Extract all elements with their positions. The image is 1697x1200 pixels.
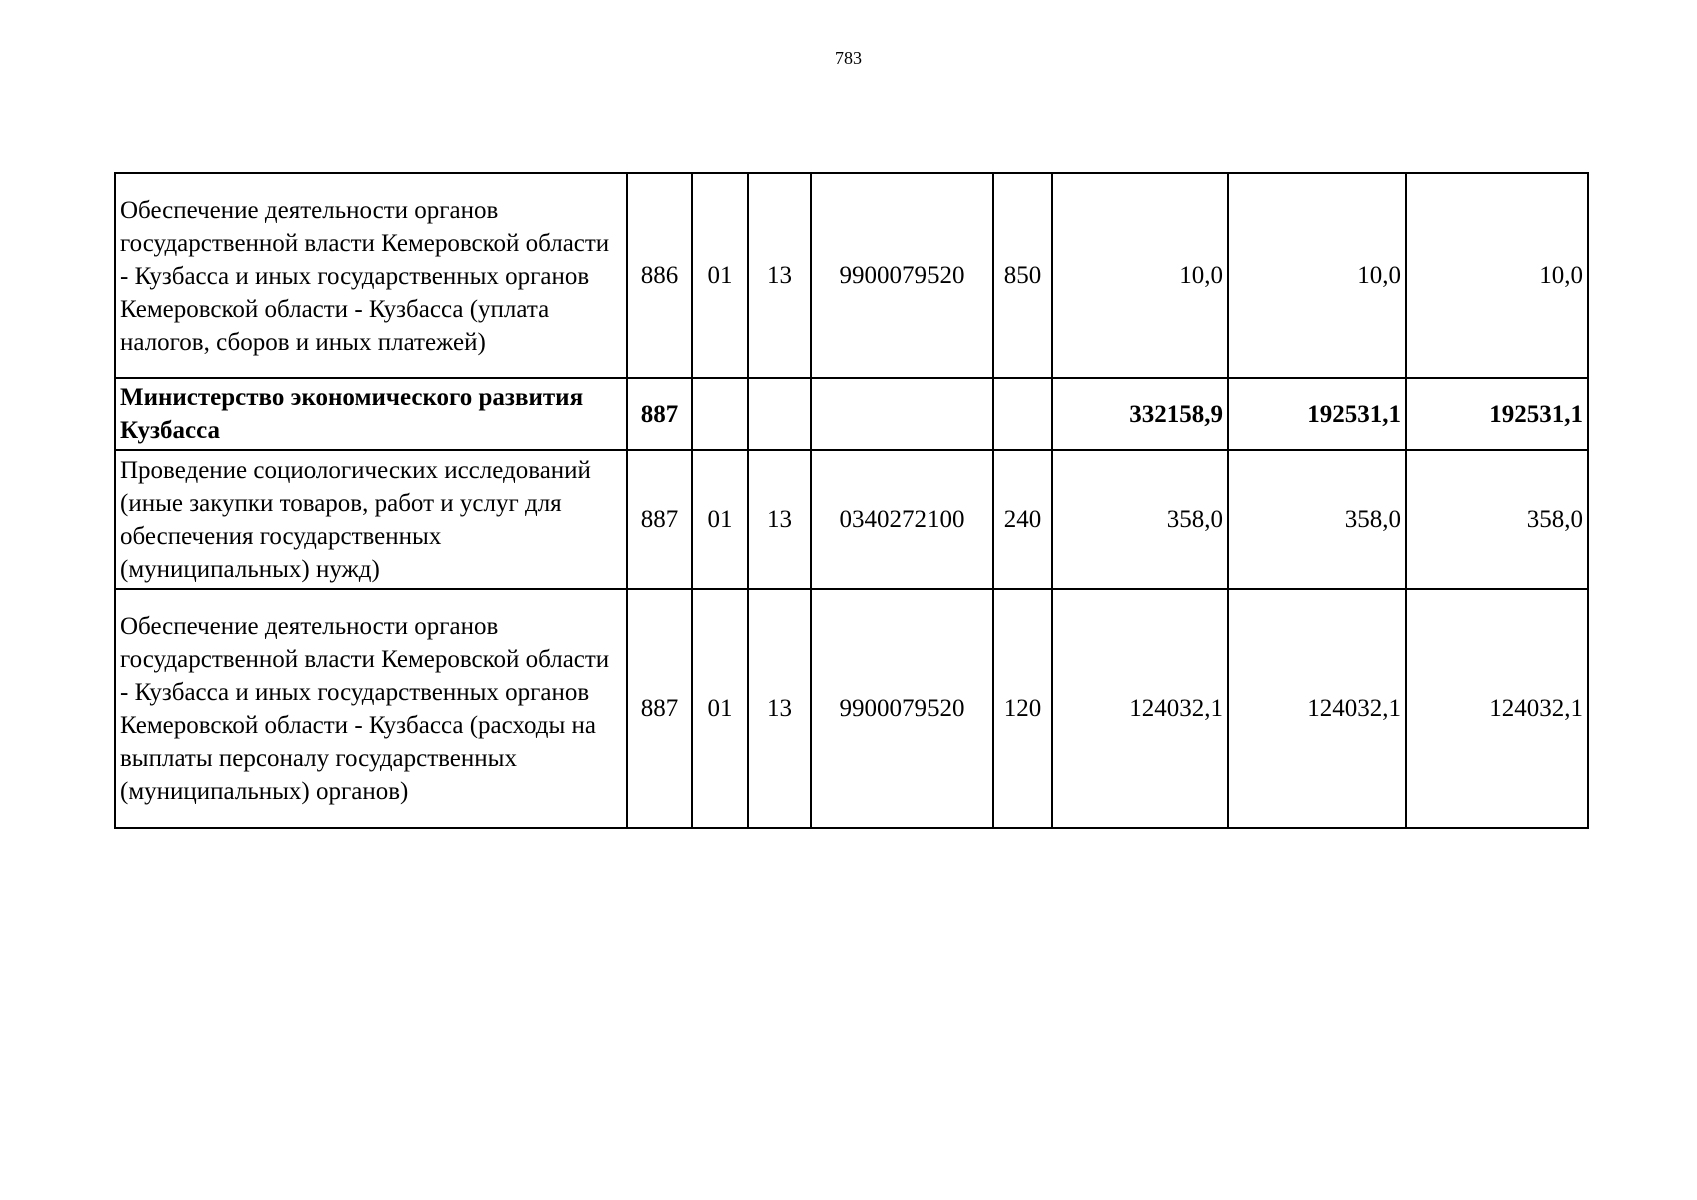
table-row-ministry-total: [115, 378, 1588, 450]
target-article-code: 9900079520: [811, 589, 993, 828]
row-name: Министерство экономического развития Кузбасса: [115, 378, 627, 450]
amount-year-3: 10,0: [1406, 173, 1588, 378]
expense-type-code: 120: [993, 589, 1052, 828]
section-code: 01: [692, 450, 748, 589]
page-number: 783: [835, 48, 862, 68]
amount-year-3: 358,0: [1406, 450, 1588, 589]
subsection-code: 13: [748, 450, 811, 589]
amount-year-1: 124032,1: [1052, 589, 1228, 828]
amount-year-2: 358,0: [1228, 450, 1406, 589]
ministry-code: 886: [627, 173, 692, 378]
amount-year-1: 10,0: [1052, 173, 1228, 378]
expense-type-code: 240: [993, 450, 1052, 589]
subsection-code: 13: [748, 589, 811, 828]
amount-year-3: 192531,1: [1406, 378, 1588, 450]
expense-type-code: 850: [993, 173, 1052, 378]
amount-year-1: 332158,9: [1052, 378, 1228, 450]
table-row: [115, 450, 1588, 589]
ministry-code: 887: [627, 450, 692, 589]
section-code: 01: [692, 173, 748, 378]
table-row: [115, 589, 1588, 828]
ministry-code: 887: [627, 589, 692, 828]
budget-table: [114, 172, 1589, 829]
expense-type-code: [993, 378, 1052, 450]
row-name: Проведение социологических исследований (иные закупки товаров, работ и услуг для обеспечения государственных (муниципальных) нужд): [115, 450, 627, 589]
amount-year-1: 358,0: [1052, 450, 1228, 589]
ministry-code: 887: [627, 378, 692, 450]
amount-year-2: 10,0: [1228, 173, 1406, 378]
amount-year-3: 124032,1: [1406, 589, 1588, 828]
subsection-code: 13: [748, 173, 811, 378]
subsection-code: [748, 378, 811, 450]
amount-year-2: 192531,1: [1228, 378, 1406, 450]
amount-year-2: 124032,1: [1228, 589, 1406, 828]
table-row: [115, 173, 1588, 378]
row-name: Обеспечение деятельности органов государственной власти Кемеровской области - Кузбасса и иных государственных органов Кемеровской области - Кузбасса (расходы на выплаты персоналу государственных (муниципальных) органов): [115, 589, 627, 828]
target-article-code: 9900079520: [811, 173, 993, 378]
target-article-code: 0340272100: [811, 450, 993, 589]
section-code: [692, 378, 748, 450]
row-name: Обеспечение деятельности органов государственной власти Кемеровской области - Кузбасса и иных государственных органов Кемеровской области - Кузбасса (уплата налогов, сборов и иных платежей): [115, 173, 627, 378]
target-article-code: [811, 378, 993, 450]
section-code: 01: [692, 589, 748, 828]
